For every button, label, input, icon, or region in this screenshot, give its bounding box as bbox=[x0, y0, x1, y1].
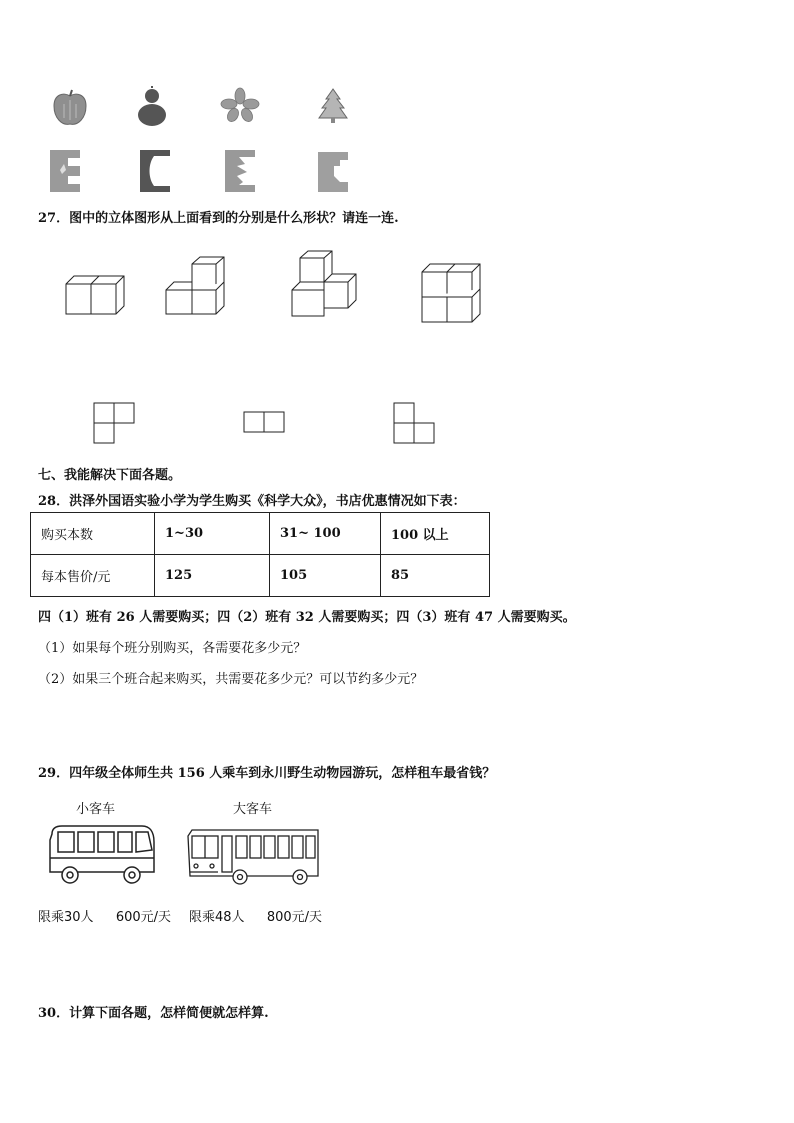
large-bus-info bbox=[189, 906, 322, 925]
large-bus-capacity: 限乘48人 bbox=[189, 910, 245, 925]
table-cell: 125 bbox=[155, 555, 270, 597]
cube-figure-2 bbox=[164, 254, 228, 318]
section-heading: 七、我能解决下面各题。 bbox=[38, 468, 182, 483]
small-bus-name: 小客车 bbox=[76, 802, 116, 817]
question-28-sub-2: （2）如果三个班合起来购买，共需要花多少元？可以节约多少元？ bbox=[38, 672, 424, 687]
gourd-icon bbox=[135, 86, 169, 128]
question-29: 29．四年级全体师生共 156 人乘车到永川野生动物园游玩，怎样租车最省钱？ bbox=[38, 766, 496, 781]
cutout-shape-icon-2 bbox=[140, 150, 170, 192]
table-cell: 105 bbox=[270, 555, 381, 597]
question-28-info: 四（1）班有 26 人需要购买；四（2）班有 32 人需要购买；四（3）班有 47 人需要购买。 bbox=[38, 610, 576, 625]
apple-icon bbox=[50, 88, 90, 128]
question-28: 28．洪泽外国语实验小学为学生购买《科学大众》，书店优惠情况如下表： bbox=[38, 494, 466, 509]
top-view-1[interactable] bbox=[93, 402, 137, 444]
small-bus-price: 600元/天 bbox=[115, 910, 172, 925]
flower-icon bbox=[220, 88, 260, 124]
cutout-shape-icon-4 bbox=[318, 152, 348, 194]
table-cell: 100 以上 bbox=[381, 513, 490, 555]
small-bus-icon bbox=[46, 820, 158, 888]
top-view-2[interactable] bbox=[243, 411, 287, 435]
table-row bbox=[31, 555, 490, 597]
question-27: 27．图中的立体图形从上面看到的分别是什么形状？请连一连. bbox=[38, 211, 399, 226]
cube-figure-4 bbox=[420, 262, 484, 326]
small-bus-capacity: 限乘30人 bbox=[38, 910, 94, 925]
table-cell: 购买本数 bbox=[31, 513, 155, 555]
table-cell: 1~30 bbox=[155, 513, 270, 555]
price-table bbox=[30, 512, 490, 597]
table-cell: 每本售价/元 bbox=[31, 555, 155, 597]
large-bus-price: 800元/天 bbox=[266, 910, 323, 925]
cube-figure-3 bbox=[290, 250, 362, 320]
large-bus-name: 大客车 bbox=[233, 802, 273, 817]
cutout-shape-icon-1 bbox=[50, 150, 80, 192]
table-cell: 31~ 100 bbox=[270, 513, 381, 555]
question-28-sub-1: （1）如果每个班分别购买，各需要花多少元？ bbox=[38, 641, 307, 656]
question-30: 30．计算下面各题，怎样简便就怎样算. bbox=[38, 1006, 269, 1021]
small-bus-info bbox=[38, 906, 171, 925]
top-view-3[interactable] bbox=[393, 402, 437, 444]
table-cell: 85 bbox=[381, 555, 490, 597]
large-bus-icon bbox=[186, 826, 322, 888]
cutout-shape-icon-3 bbox=[225, 150, 255, 192]
tree-icon bbox=[318, 88, 348, 124]
cube-figure-1 bbox=[62, 270, 132, 316]
table-row bbox=[31, 513, 490, 555]
